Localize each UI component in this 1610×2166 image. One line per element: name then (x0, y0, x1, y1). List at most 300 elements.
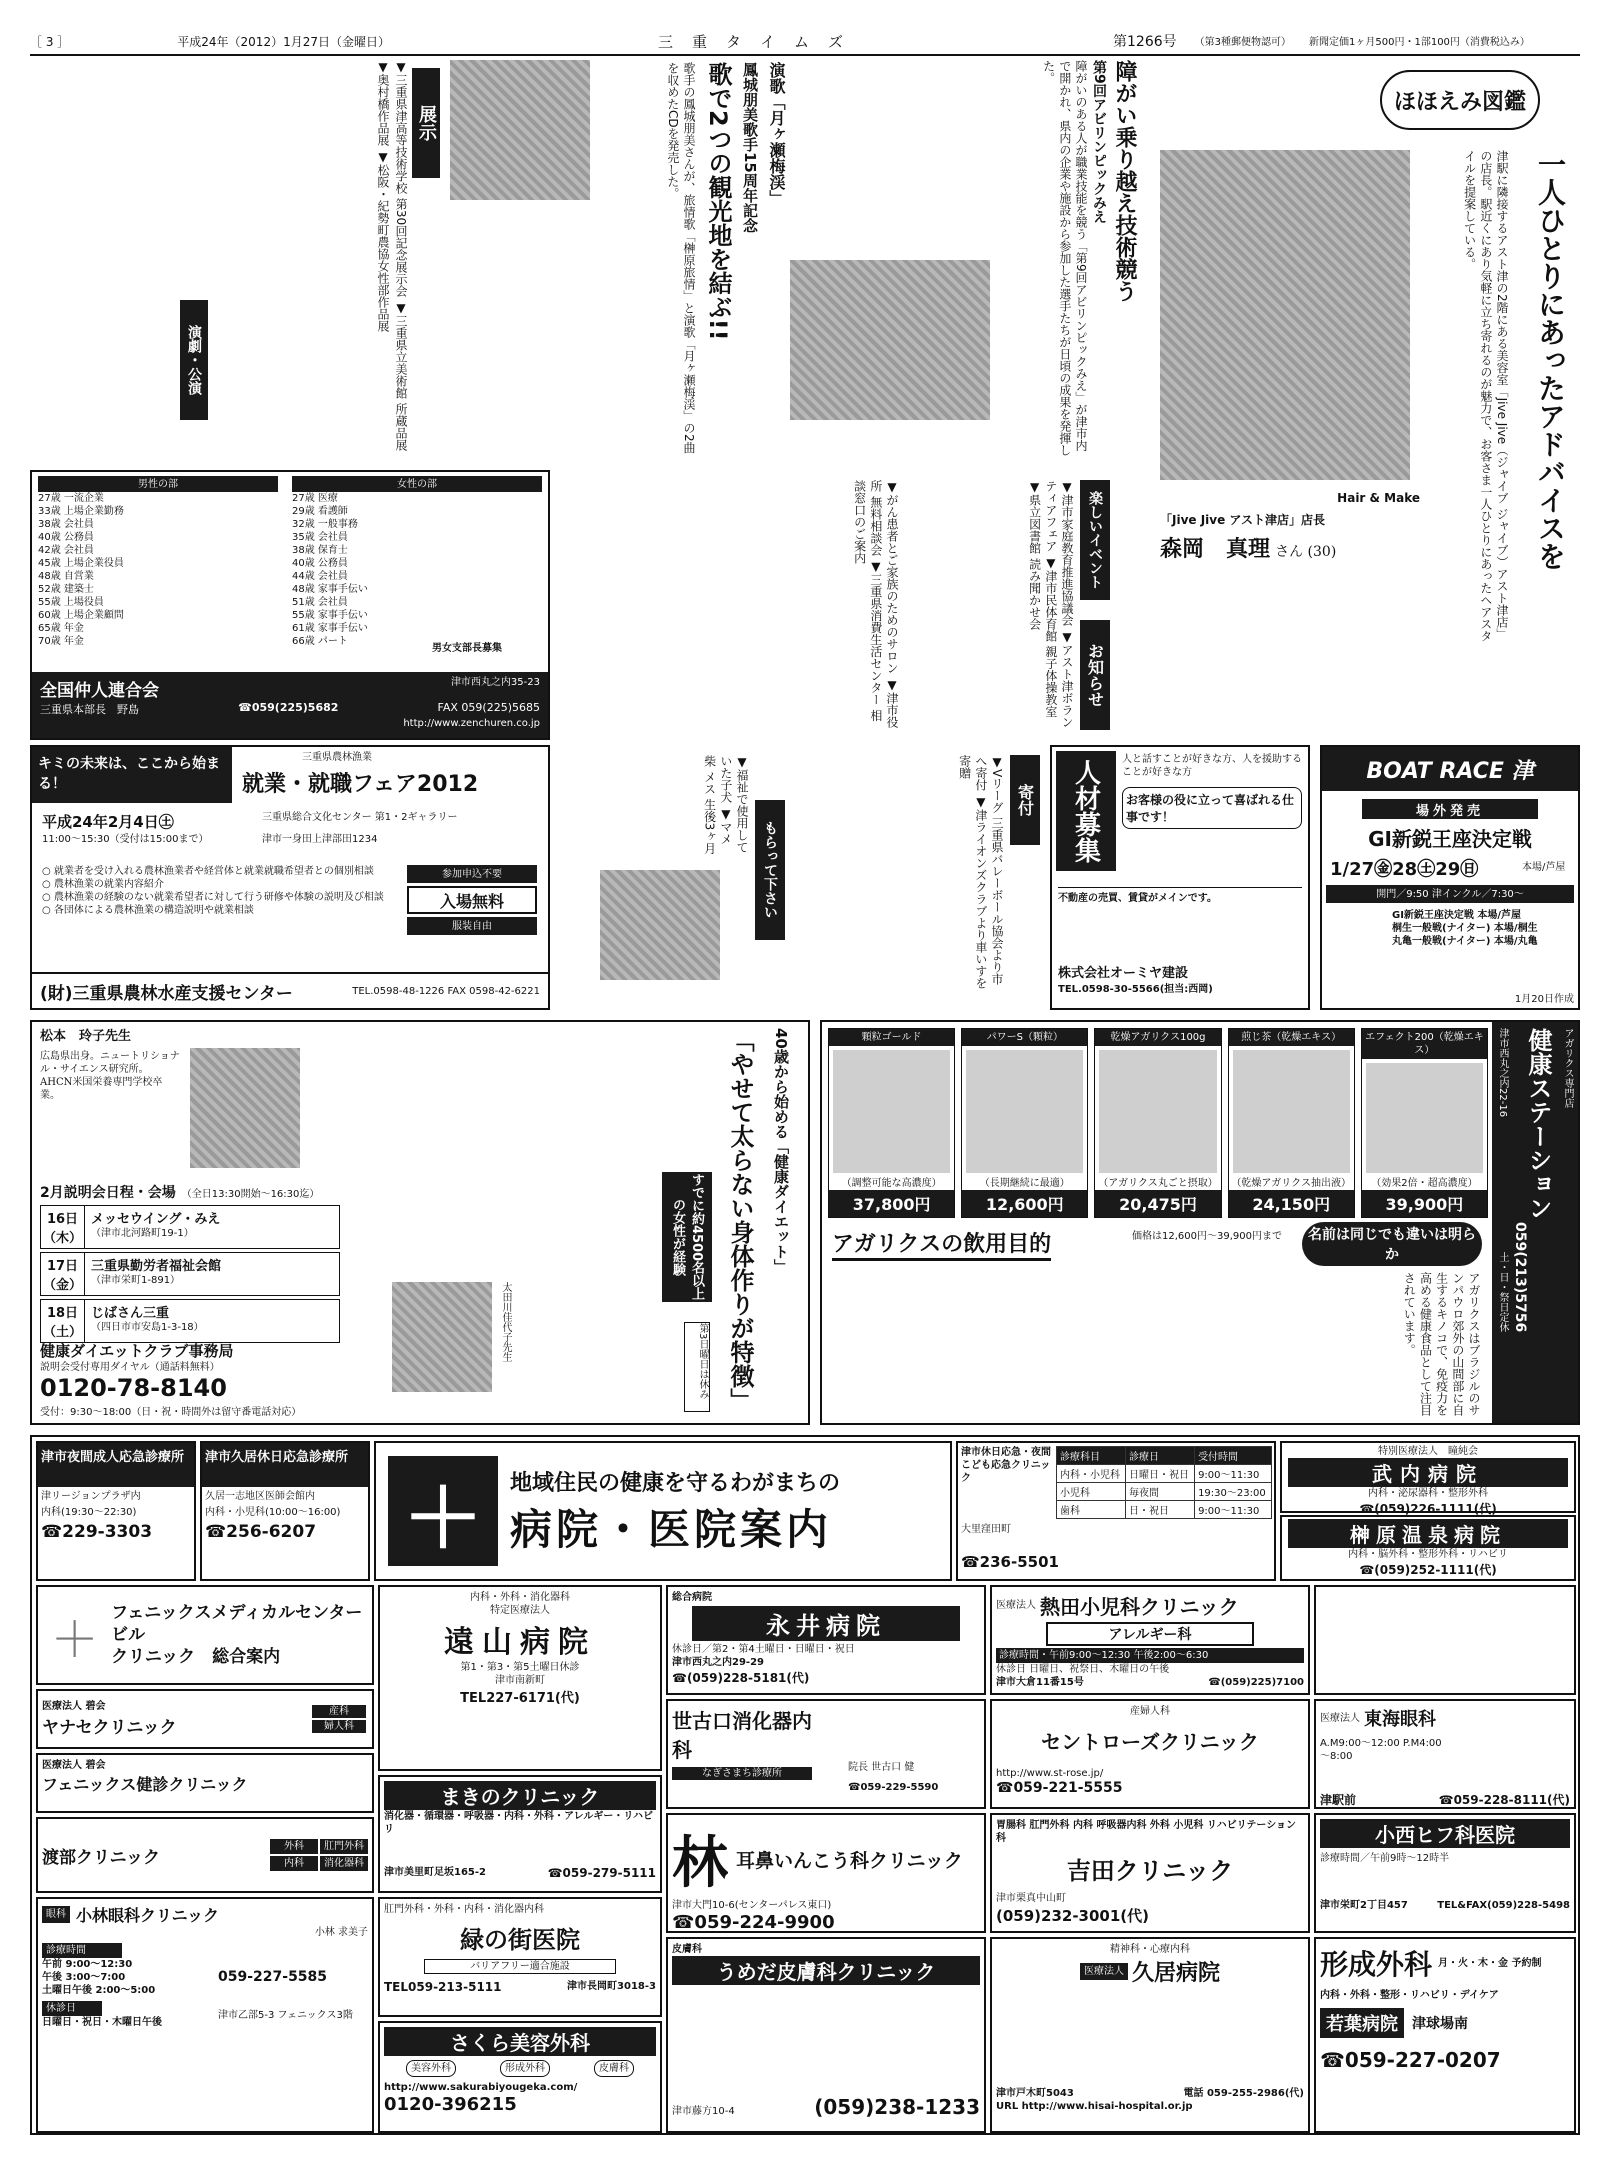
tanoshii-body: ▼津市家庭教育推進協議会 ▼アスト津ボランティアフェア ▼津市民体育館 親子体操教室 ▼県立図書館 読み聞かせ会 (1027, 480, 1074, 728)
agaricus-price-range: 価格は12,600円～39,900円まで (1132, 1231, 1282, 1242)
clinic-midori (378, 1897, 662, 2017)
fair-bullets (42, 865, 402, 917)
news2-headline: 歌で2つの観光地を結ぶ!! (704, 62, 732, 341)
product-card (1228, 1028, 1355, 1218)
clinic-takeuchi (1280, 1441, 1576, 1516)
sakakibara-dept: 内科・脳外科・整形外科・リハビリ (1348, 1549, 1508, 1560)
boat-list-1: GI新鋭王座決定戦 本場/芦屋 (1392, 910, 1522, 921)
list-item: 66歳 パート (292, 636, 348, 647)
diet-badge2: 第3日曜日は休み (684, 1322, 710, 1412)
list-item: 55歳 上場役員 (38, 597, 104, 608)
product-image (966, 1050, 1083, 1173)
kobayashi-h2: 午後 3:00～7:00 (42, 1972, 126, 1983)
caption-pre: Hair & Make (1337, 491, 1420, 505)
list-item: 61歳 家事手伝い (292, 623, 368, 634)
fair-host (32, 972, 548, 1008)
table-row (1057, 1483, 1272, 1501)
product-name: 煎じ茶（乾燥エキス） (1229, 1029, 1354, 1046)
konishi-addr: 津市栄町2丁目457 (1320, 1900, 1408, 1911)
paper-name: 三 重 タ イ ム ズ (657, 32, 845, 51)
takeuchi-name: 武内病院 (1288, 1458, 1568, 1487)
atsuta-addr: 津市大倉11番15号 (996, 1677, 1084, 1688)
list-item: 27歳 一流企業 (38, 493, 104, 504)
jinzai-tel: TEL.0598-30-5566(担当:西岡) (1058, 984, 1213, 995)
diet-teacher-block (40, 1028, 310, 1178)
sched-address: （津市北河路町19-1） (91, 1228, 194, 1239)
hohoemi-block (1140, 60, 1580, 740)
zenchuren-org: 全国仲人連合会 (40, 681, 159, 701)
product-image (1233, 1050, 1350, 1173)
tanoshii-title: 楽しいイベント (1080, 480, 1110, 600)
yanase-pre: 医療法人 碧会 (42, 1701, 106, 1712)
sched-day: 18日（土） (41, 1300, 85, 1342)
female-title: 女性の部 (292, 476, 542, 492)
yakan-hours: 内科(19:30～22:30) (41, 1507, 137, 1518)
product-price: 20,475円 (1095, 1190, 1220, 1217)
clinic-sakakibara (1280, 1515, 1576, 1581)
page-number: ［ 3 ］ (30, 34, 70, 49)
zenchuren-url: http://www.zenchuren.co.jp (403, 718, 540, 729)
watanabe-dept-3: 肛門外科 (320, 1839, 368, 1854)
midori-name: 緑の街医院 (460, 1926, 580, 1954)
agaricus-shop-addr: 津市西丸之内22-16 (1497, 1028, 1508, 1118)
jinzai-detail: 不動産の売買、賃貸がメインです。 (1058, 887, 1302, 905)
atsuta-pre: 医療法人 (996, 1600, 1036, 1611)
table-cell: 内科・小児科 (1057, 1465, 1126, 1483)
atsuta-dept: アレルギー科 (1046, 1622, 1254, 1646)
table-header: 受付時間 (1195, 1447, 1272, 1465)
fair-access: 津市一身田上津部田1234 (262, 834, 378, 845)
sekoguchi-tel: ☎059-229-5590 (848, 1782, 939, 1793)
hospital-lead: 地域住民の健康を守るわがまちの (510, 1470, 841, 1496)
hohoemi-body: 津駅に隣接するアスト津の2階にある美容室「Jive Jive（ジャイブ ジャイブ）アスト津店」の店長。駅近くにあり気軽に立ち寄れるのが魅力で、お客さま一人ひとりにあったヘアスタイルを提案している。 (1462, 150, 1509, 642)
fair-tags (407, 865, 537, 935)
sakura-tel: 0120-396215 (384, 2094, 517, 2115)
clinic-nagai (666, 1585, 986, 1695)
table-cell: 19:30～23:00 (1195, 1483, 1272, 1501)
yoshida-tel: (059)232-3001(代) (996, 1907, 1150, 1925)
fair-ad (30, 745, 550, 1010)
clinic-atsuta (990, 1585, 1310, 1695)
atsuta-hours: 診療時間・午前9:00～12:30 午後2:00～6:30 (996, 1648, 1304, 1663)
clinic-hisai (200, 1441, 370, 1581)
diet-director: 太田川佳代子先生 (500, 1282, 511, 1362)
list-item: 52歳 建築士 (38, 584, 94, 595)
abilympics-photo (790, 260, 990, 420)
umeda-name: うめだ皮膚科クリニック (672, 1956, 980, 1985)
jinzai-lead: 人と話すことが好きな方、人を援助することが好きな方 (1122, 754, 1302, 778)
product-name: エフェクト200（乾燥エキス） (1362, 1029, 1487, 1059)
clinic-kobayashi (36, 1897, 374, 2133)
kobayashi-h3: 土曜日午後 2:00～5:00 (42, 1985, 156, 1996)
fair-venue: 三重県総合文化センター 第1・2ギャラリー (262, 812, 458, 823)
makino-addr: 津市美里町足坂165-2 (384, 1867, 486, 1878)
diet-reception: 受付：9:30～18:00（日・祝・時間外は留守番電話対応） (40, 1407, 302, 1418)
fair-time: 11:00～15:30（受付は15:00まで） (42, 834, 209, 845)
zenchuren-footer (32, 672, 548, 738)
toyama-addr: 津市南新町 (495, 1675, 545, 1686)
keisei-tel: ☎059-227-0207 (1320, 2048, 1501, 2072)
list-item: 40歳 公務員 (292, 558, 348, 569)
postal-note: （第3種郵便物認可） (1194, 36, 1292, 48)
fair-bullet-1: ○ 就業者を受け入れる農林漁業者や経営体と就業就職希望者との個別相談 (42, 866, 374, 877)
tokai-name: 東海眼科 (1364, 1709, 1436, 1730)
agaricus-slogan: 名前は同じでも違いは明らか (1302, 1222, 1482, 1266)
watanabe-dept-4: 消化器科 (320, 1856, 368, 1871)
agaricus-ad (820, 1020, 1580, 1425)
hisai-hosp-dept: 精神科・心療内科 (1110, 1944, 1190, 1955)
product-image (833, 1050, 950, 1173)
kenshin-name: フェニックス健診クリニック (42, 1775, 248, 1794)
product-price: 12,600円 (962, 1190, 1087, 1217)
table-row (1057, 1465, 1272, 1483)
product-name: 顆粒ゴールド (829, 1029, 954, 1046)
female-list (292, 492, 542, 648)
sakura-dept-2: 形成外科 (500, 2060, 550, 2077)
list-item: 27歳 医療 (292, 493, 338, 504)
boat-list-2: 桐生一般戦(ナイター) 本場/桐生 (1392, 923, 1538, 934)
list-item: 70歳 年金 (38, 636, 84, 647)
nagai-addr: 津市西丸之内29-29 (672, 1657, 764, 1668)
diet-badge: すでに約4500名以上の女性が経験 (662, 1172, 712, 1302)
red-cross-icon: ＋ (388, 1456, 498, 1566)
table-cell: 毎夜間 (1126, 1483, 1195, 1501)
moratte-title: もらって下さい (755, 800, 785, 940)
kobayashi-h1: 午前 9:00～12:30 (42, 1959, 133, 1970)
centrose-name: セントローズクリニック (1041, 1730, 1259, 1754)
product-card (1361, 1028, 1488, 1218)
fair-org: 三重県農林漁業 (302, 752, 372, 763)
umeda-tel: (059)238-1233 (814, 2095, 980, 2119)
umeda-pre: 皮膚科 (672, 1944, 702, 1955)
nagai-pre: 総合病院 (672, 1592, 712, 1603)
yanase-dept-1: 産科 (312, 1705, 366, 1718)
kifu-title: 寄付 (1010, 755, 1040, 845)
tenji-body: ▼三重県津高等技術学校 第30回記念展示会 ▼三重県立美術館 所蔵品展 ▼奥村橋作品展 ▼松阪・紀勢町農協女性部作品展 (376, 60, 408, 451)
diet-teacher: 松本 玲子先生 (40, 1029, 132, 1044)
product-desc: （調整可能な高濃度） (841, 1178, 942, 1189)
makino-dept: 消化器・循環器・呼吸器・内科・外科・アレルギー・リハビリ (384, 1811, 654, 1835)
sekoguchi-doctor: 院長 世古口 健 (848, 1762, 915, 1773)
hisai-tel: ☎256-6207 (205, 1522, 317, 1542)
boat-race: GI新鋭王座決定戦 (1368, 827, 1532, 851)
nagai-name: 永井病院 (692, 1606, 960, 1641)
news2-block (590, 60, 790, 460)
fair-title: 就業・就職フェア2012 (242, 772, 479, 797)
clinic-hayashi (666, 1813, 986, 1933)
toyama-dept: 内科・外科・消化器科 (470, 1592, 570, 1603)
jinzai-company: 株式会社オーミヤ建設 (1058, 966, 1189, 981)
phoenix-name: フェニックスメディカルセンタービル (111, 1602, 363, 1645)
kobayashi-addr: 津市乙部5-3 フェニックス3階 (218, 2010, 353, 2021)
midori-dept: 肛門外科・外科・内科・消化器内科 (384, 1904, 544, 1915)
yoshida-name: 吉田クリニック (1066, 1857, 1234, 1885)
hohoemi-title: ほほえみ図鑑 (1380, 70, 1540, 130)
sched-place: 三重県勤労者福祉会館 (91, 1259, 222, 1274)
hospital-title: 病院・医院案内 (510, 1504, 833, 1554)
clinic-yanase (36, 1689, 374, 1749)
diet-schedule (40, 1182, 340, 1343)
hohoemi-photo (1160, 150, 1410, 480)
keisei-name: 形成外科 (1320, 1948, 1433, 1981)
jinzai-ad (1050, 745, 1310, 1010)
phoenix-logo: ＋ (50, 1611, 99, 1668)
hospital-section (30, 1435, 1580, 2135)
care-info (1314, 1585, 1576, 1695)
keisei-name2: 若葉病院 (1320, 2008, 1404, 2038)
diet-headline: 「やせて太らない身体作りが特徴」 (726, 1028, 754, 1412)
product-desc: （長期継続に最適） (979, 1178, 1070, 1189)
moratte-body: ▼福祉で使用していた子犬 ▼マメ柴 メス 生後3ヶ月 (702, 755, 749, 855)
sched-time: （全日13:30開始～16:30迄） (181, 1189, 320, 1200)
tokai-hours: A.M9:00～12:00 P.M4:00～8:00 (1320, 1738, 1442, 1762)
sched-row (40, 1299, 340, 1343)
fair-bullet-4: ○ 各団体による農林漁業の構造説明や就業相談 (42, 905, 254, 916)
product-image (1099, 1050, 1216, 1173)
oshirase-title: お知らせ (1080, 620, 1110, 730)
caption-honorific: さん (30) (1275, 544, 1337, 561)
kobayashi-pre: 眼科 (42, 1906, 70, 1923)
sched-row (40, 1252, 340, 1296)
kenshin-pre: 医療法人 碧会 (42, 1760, 106, 1771)
yoshida-dept: 胃腸科 肛門外科 内科 呼吸器内科 外科 小児科 リハビリテーション科 (996, 1820, 1296, 1844)
boat-sub: 場外発売 (1362, 799, 1538, 819)
zenchuren-tel: ☎059(225)5682 (238, 701, 339, 714)
sched-address: （津市栄町1-891） (91, 1275, 181, 1286)
news1-headline: 障がい乗り越え技術競う (1112, 60, 1137, 302)
sched-address: （四日市市安島1-3-18） (91, 1322, 204, 1333)
news1-block (990, 60, 1140, 460)
toyama-name: 遠山病院 (444, 1625, 596, 1660)
konishi-hours: 診療時間／午前9時～12時半 (1320, 1853, 1450, 1864)
clinic-umeda (666, 1937, 986, 2133)
yoshida-addr: 津市栗真中山町 (996, 1893, 1066, 1904)
list-item: 42歳 会社員 (38, 545, 94, 556)
umeda-addr: 津市藤方10-4 (672, 2106, 735, 2117)
keisei-sub: 月・火・木・金 予約制 (1438, 1957, 1542, 1969)
boat-dates: 1/27㊎28㊏29㊐ (1330, 859, 1479, 880)
male-list (38, 492, 278, 648)
sched-place: じばさん三重 (91, 1306, 170, 1321)
clinic-yakan (36, 1441, 196, 1581)
sched-day: 16日（木） (41, 1206, 85, 1248)
konishi-tel: TEL&FAX(059)228-5498 (1437, 1900, 1570, 1911)
hayashi-tel: ☎059-224-9900 (672, 1912, 835, 1933)
hisai-hosp-pre: 医療法人 (1080, 1963, 1128, 1980)
news1-body: 障がいのある人が職業技能を競う「第9回アビリンピックみえ」が津市内で開かれ、県内の企業や施設から参加した選手たちが日頃の成果を発揮した。 (1041, 60, 1088, 456)
price-note: 新聞定価1ヶ月500円・1部100円（消費税込み） (1309, 36, 1530, 48)
clinic-centrose (990, 1699, 1310, 1809)
list-item: 38歳 会社員 (38, 519, 94, 530)
table-cell: 歯科 (1057, 1501, 1126, 1519)
list-item: 33歳 上場企業勤務 (38, 506, 124, 517)
makino-name: まきのクリニック (384, 1781, 656, 1810)
diet-teacher-photo (190, 1048, 300, 1168)
tag-free-entry: 入場無料 (407, 886, 537, 914)
clinic-hisai-hosp (990, 1937, 1310, 2133)
midori-sub: バリアフリー適合施設 (424, 1959, 616, 1974)
clinic-sekoguchi (666, 1699, 986, 1809)
table-cell: 9:00～11:30 (1195, 1501, 1272, 1519)
nagai-hours: 休診日／第2・第4土曜日・日曜日・祝日 (672, 1644, 855, 1655)
clinic-tokai (1314, 1699, 1576, 1809)
hisai-hosp-addr: 津市戸木町5043 (996, 2088, 1074, 2099)
watanabe-dept-1: 外科 (270, 1839, 318, 1854)
fair-bullet-2: ○ 農林漁業の就業内容紹介 (42, 879, 164, 890)
list-item: 48歳 家事手伝い (292, 584, 368, 595)
hisai-hosp-url: URL http://www.hisai-hospital.or.jp (996, 2101, 1193, 2112)
hisai-hosp-name: 久居病院 (1131, 1961, 1220, 1986)
jinzai-catch: お客様の役に立って喜ばれる仕事です！ (1122, 787, 1302, 829)
sched-rows (40, 1205, 340, 1343)
fair-date: 平成24年2月4日㊏ (42, 813, 174, 831)
table-row (1057, 1501, 1272, 1519)
zenchuren-promo: 男女支部長募集 (432, 643, 502, 654)
hayashi-addr: 津市大門10-6(センターパレス東口) (672, 1900, 832, 1911)
atsuta-name: 熱田小児科クリニック (1040, 1595, 1239, 1619)
agaricus-shop-name: 健康ステーション (1524, 1028, 1552, 1220)
product-price: 24,150円 (1229, 1190, 1354, 1217)
hayashi-pre: 林 (672, 1831, 728, 1896)
boat-note: 1月20日作成 (1514, 994, 1574, 1005)
sekoguchi-name: 世古口消化器内科 (672, 1709, 812, 1762)
boat-place: 本場/芦屋 (1522, 862, 1566, 873)
table-cell: 日曜日・祝日 (1126, 1465, 1195, 1483)
sakura-url: http://www.sakurabiyougeka.com/ (384, 2082, 578, 2093)
diet-free-dial: 0120-78-8140 (40, 1374, 227, 1402)
midori-addr: 津市長岡町3018-3 (567, 1981, 656, 1992)
list-item: 48歳 自営業 (38, 571, 94, 582)
news2-body: 歌手の鳳城朋美さんが、旅情歌「榊原旅情」と演歌「月ヶ瀬梅渓」の2曲を収めたCDを発売した。 (665, 62, 696, 454)
clinic-keisei (1314, 1937, 1576, 2133)
tag-no-application: 参加申込不要 (407, 865, 537, 883)
kobayashi-closed: 日曜日・祝日・木曜日午後 (42, 2017, 162, 2028)
issue-date: 平成24年（2012）1月27日（金曜日） (177, 34, 390, 49)
kodomo-tel: ☎236-5501 (961, 1553, 1059, 1571)
list-item: 38歳 保育士 (292, 545, 348, 556)
hisai-title: 津市久居休日応急診療所 (202, 1443, 368, 1487)
kobayashi-tel: 059-227-5585 (218, 1969, 328, 1985)
fair-bullet-3: ○ 農林漁業の経験のない就業希望者に対して行う研修や体験の説明及び相談 (42, 892, 384, 903)
agaricus-tel: 059(213)5756 (1512, 1222, 1528, 1333)
hohoemi-headline: 一人ひとりにあったアドバイスを (1534, 150, 1567, 570)
diet-office (40, 1340, 360, 1402)
toyama-hours: 第1・第3・第5土曜日休診 (460, 1662, 580, 1673)
hohoemi-caption (1160, 490, 1420, 563)
takeuchi-tel: ☎(059)226-1111(代) (1359, 1502, 1497, 1516)
list-item: 32歳 一般事務 (292, 519, 358, 530)
agaricus-shop (1492, 1022, 1578, 1423)
atsuta-tel: ☎(059)225)7100 (1208, 1677, 1304, 1688)
yakan-place: 津リージョンプラザ内 (41, 1491, 141, 1502)
agaricus-closed: 土・日・祭日定休 (1497, 1252, 1508, 1332)
issue-number: 第1266号 (1113, 33, 1177, 50)
boatrace-ad (1320, 745, 1580, 1010)
kobayashi-hours-title: 診療時間 (42, 1943, 122, 1958)
kifu-body: ▼Vリーグ 三重県バレーボール協会より市へ寄付 ▼津ライオンズクラブより車いすを寄贈 (957, 755, 1004, 989)
singer-photo (450, 60, 590, 200)
list-item: 35歳 会社員 (292, 532, 348, 543)
centrose-tel: ☎059-221-5555 (996, 1780, 1123, 1796)
engeki-title: 演劇・公演 (180, 300, 208, 420)
product-desc: （乾燥アガリクス抽出液） (1231, 1178, 1352, 1189)
hayashi-name: 耳鼻いんこう科クリニック (736, 1849, 963, 1872)
product-desc: （効果2倍・超高濃度） (1371, 1178, 1478, 1189)
keisei-dept: 内科・外科・整形・リハビリ・デイケア (1320, 1990, 1499, 2001)
centrose-url: http://www.st-rose.jp/ (996, 1768, 1104, 1779)
clinic-makino (378, 1775, 662, 1893)
table-header: 診療科目 (1057, 1447, 1126, 1465)
table-cell: 小児科 (1057, 1483, 1126, 1501)
takeuchi-dept: 内科・泌尿器科・整形外科 (1368, 1488, 1488, 1499)
oshirase-body: ▼がん患者とご家族のためのサロン ▼津市役所 無料相談会 ▼三重県消費生活センター 相談窓口のご案内 (852, 480, 899, 728)
table-header: 診療日 (1126, 1447, 1195, 1465)
sched-row (40, 1205, 340, 1249)
list-item: 29歳 看護師 (292, 506, 348, 517)
midori-tel: TEL059-213-5111 (384, 1980, 502, 1994)
tag-free-dress: 服装自由 (407, 917, 537, 935)
keisei-place: 津球場南 (1412, 2016, 1468, 2032)
phoenix-sub: クリニック 総合案内 (111, 1647, 281, 1668)
list-item: 51歳 会社員 (292, 597, 348, 608)
diet-teacher-desc: 広島県出身。ニュートリショナル・サイエンス研究所。AHCN米国栄養専門学校卒業。 (40, 1050, 180, 1101)
top-editorial (30, 60, 1580, 740)
kobayashi-doctor: 小林 求美子 (314, 1927, 368, 1938)
product-card (1094, 1028, 1221, 1218)
sched-day: 17日（金） (41, 1253, 85, 1295)
clinic-watanabe (36, 1817, 374, 1893)
diet-ad (30, 1020, 810, 1425)
hisai-hours: 内科・小児科(10:00～16:00) (205, 1507, 341, 1518)
diet-pre: 40歳から始める「健康ダイエット」 (772, 1028, 790, 1274)
kobayashi-closed-title: 休診日 (42, 2001, 102, 2016)
dog-photo (600, 870, 720, 980)
clinic-kodomo (956, 1441, 1276, 1581)
watanabe-dept-2: 内科 (270, 1856, 318, 1871)
agaricus-shop-pre: アガリクス専門店 (1562, 1028, 1573, 1108)
yanase-dept-2: 婦人科 (312, 1720, 366, 1733)
agaricus-products (828, 1028, 1488, 1218)
list-item: 60歳 上場企業顧問 (38, 610, 124, 621)
male-title: 男性の部 (38, 476, 278, 492)
clinic-yoshida (990, 1813, 1310, 1933)
clinic-konishi (1314, 1813, 1576, 1933)
kobayashi-name: 小林眼科クリニック (76, 1906, 220, 1925)
masthead (30, 30, 1580, 56)
zenchuren-fax: FAX 059(225)5685 (437, 701, 540, 714)
table-cell: 9:00～11:30 (1195, 1465, 1272, 1483)
centrose-pre: 産婦人科 (1130, 1706, 1170, 1717)
list-item: 44歳 会社員 (292, 571, 348, 582)
boat-list (1392, 909, 1576, 948)
boat-list-3: 丸亀一般戦(ナイター) 本場/丸亀 (1392, 936, 1538, 947)
clinic-sakura (378, 2021, 662, 2133)
zenchuren-ad (30, 470, 550, 740)
sakakibara-tel: ☎(059)252-1111(代) (1359, 1563, 1497, 1577)
clinic-toyama (378, 1585, 662, 1771)
clinic-phoenix-kenshin (36, 1753, 374, 1813)
jinzai-title: 人材募集 (1056, 751, 1116, 871)
diet-office-sub: 説明会受付専用ダイヤル（通話料無料） (40, 1362, 220, 1373)
zenchuren-branch: 三重県本部長 野島 (40, 703, 139, 716)
boat-hours: 開門／9:50 津インクル／7:30～ (1326, 885, 1574, 903)
list-item: 65歳 年金 (38, 623, 84, 634)
news1-sub: 第9回アビリンピックみえ (1091, 60, 1107, 224)
fair-catch: キミの未来は、ここから始まる！ (32, 747, 232, 803)
product-price: 37,800円 (829, 1190, 954, 1217)
sakura-dept-3: 皮膚科 (594, 2060, 634, 2077)
sched-place: メッセウイング・みえ (91, 1212, 221, 1227)
